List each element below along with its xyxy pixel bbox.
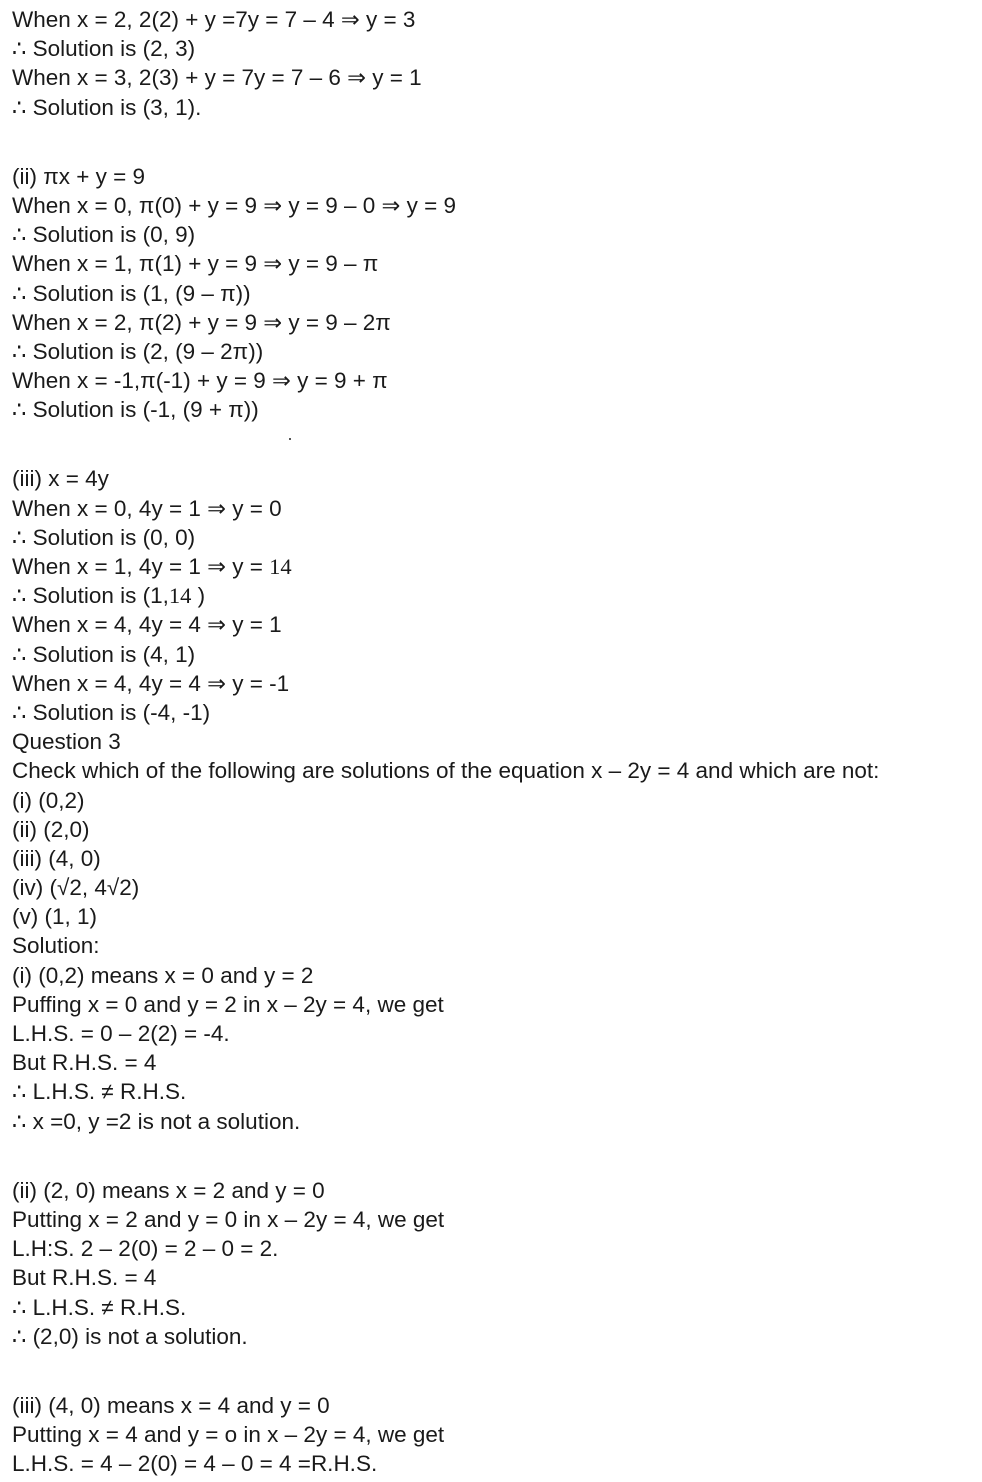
text-line: When x = 4, 4y = 4 ⇒ y = -1 (12, 670, 290, 696)
block-spacer (12, 424, 977, 464)
solution-block-iii-and-question-3 (12, 464, 977, 1135)
text-line: When x = 2, π(2) + y = 9 ⇒ y = 9 – 2π (12, 309, 391, 335)
text-line: ∴ Solution is (-4, -1) (12, 699, 211, 725)
text-line: Putting x = 2 and y = 0 in x – 2y = 4, we get (12, 1206, 445, 1232)
block-spacer (12, 1351, 977, 1391)
solution-block-ii (12, 162, 977, 425)
text-line: Putting x = 4 and y = o in x – 2y = 4, we get (12, 1422, 445, 1448)
text-line: When x = 2, 2(2) + y =7y = 7 – 4 ⇒ y = 3 (12, 7, 416, 32)
option-item: (iv) (√2, 4√2) (12, 875, 140, 901)
text-line: ∴ Solution is (0, 0) (12, 524, 196, 550)
text-line: When x = 3, 2(3) + y = 7y = 7 – 6 ⇒ y = 1 (12, 65, 422, 91)
text-line: ∴ x =0, y =2 is not a solution. (12, 1108, 301, 1134)
text-line-part: When x = 1, 4y = 1 ⇒ y = (12, 554, 270, 579)
text-line: ∴ Solution is (2, (9 – 2π)) (12, 338, 264, 364)
option-item: (iii) (4, 0) (12, 845, 101, 871)
text-line-with-fraction (12, 552, 977, 581)
solution-heading: Solution: (12, 933, 100, 959)
stray-dot (289, 438, 291, 440)
text-line: When x = 0, 4y = 1 ⇒ y = 0 (12, 495, 282, 521)
fraction-value: 14 (168, 583, 192, 609)
text-line: Puffing x = 0 and y = 2 in x – 2y = 4, we get (12, 991, 444, 1017)
question-heading: Question 3 (12, 729, 121, 755)
text-line: L.H:S. 2 – 2(0) = 2 – 0 = 2. (12, 1236, 279, 1262)
solution-block-ii-check (12, 1176, 977, 1351)
text-line: When x = 0, π(0) + y = 9 ⇒ y = 9 – 0 ⇒ y = 9 (12, 192, 457, 218)
text-line: (ii) (2, 0) means x = 2 and y = 0 (12, 1177, 325, 1203)
text-line: ∴ Solution is (2, 3) (12, 36, 196, 62)
text-line: ∴ Solution is (3, 1). (12, 94, 202, 120)
text-line: ∴ Solution is (-1, (9 + π)) (12, 397, 259, 423)
text-line: When x = 4, 4y = 4 ⇒ y = 1 (12, 612, 282, 638)
text-line-part: ∴ Solution is (1, (12, 583, 169, 609)
text-line: (iii) (4, 0) means x = 4 and y = 0 (12, 1392, 330, 1418)
text-line: (iii) x = 4y (12, 466, 109, 492)
text-line: But R.H.S. = 4 (12, 1265, 157, 1291)
text-line: (i) (0,2) means x = 0 and y = 2 (12, 962, 314, 988)
text-line: L.H.S. = 4 – 2(0) = 4 – 0 = 4 =R.H.S. (12, 1451, 378, 1477)
text-line: ∴ L.H.S. ≠ R.H.S. (12, 1294, 187, 1320)
document-body (12, 5, 977, 1478)
text-line: But R.H.S. = 4 (12, 1050, 157, 1076)
option-item: (ii) (2,0) (12, 816, 90, 842)
text-line: (ii) πx + y = 9 (12, 163, 146, 189)
solution-block-i-continued (12, 5, 977, 122)
solution-block-iii-check (12, 1391, 977, 1479)
text-line: ∴ L.H.S. ≠ R.H.S. (12, 1079, 187, 1105)
text-line: ∴ (2,0) is not a solution. (12, 1323, 248, 1349)
option-item: (v) (1, 1) (12, 904, 98, 930)
text-line: ∴ Solution is (1, (9 – π)) (12, 280, 251, 306)
option-item: (i) (0,2) (12, 787, 85, 813)
fraction-value: 14 (269, 554, 292, 579)
text-line: L.H.S. = 0 – 2(2) = -4. (12, 1021, 230, 1046)
text-line: When x = 1, π(1) + y = 9 ⇒ y = 9 – π (12, 251, 379, 277)
question-text: Check which of the following are solutions of the equation x – 2y = 4 and which are not: (12, 758, 880, 784)
text-line: When x = -1,π(-1) + y = 9 ⇒ y = 9 + π (12, 368, 388, 394)
closing-parenthesis: ) (191, 583, 206, 609)
block-spacer (12, 122, 977, 162)
text-line: ∴ Solution is (0, 9) (12, 222, 196, 248)
text-line: ∴ Solution is (4, 1) (12, 641, 196, 667)
text-line-with-fraction (12, 581, 977, 610)
block-spacer (12, 1136, 977, 1176)
